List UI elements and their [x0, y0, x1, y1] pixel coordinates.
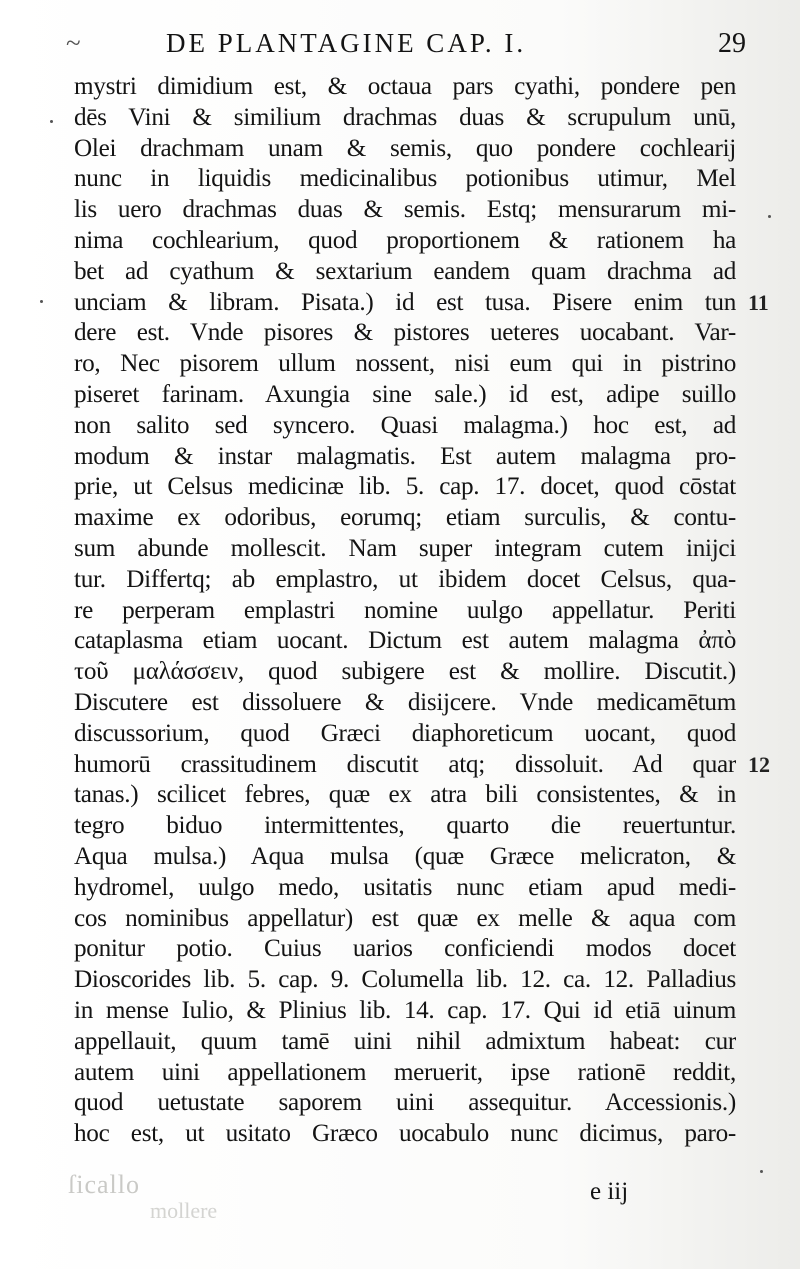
signature-mark: e iij [590, 1178, 629, 1205]
text-line: prie, ut Celsus medicinæ lib. 5. cap. 17. docet, quod cōstat [74, 473, 736, 501]
text-line: tur. Differtq; ab emplastro, ut ibidem docet Celsus, qua- [74, 565, 736, 593]
running-header [66, 28, 746, 68]
text-line: unciam & libram. Pisata.) id est tusa. Pisere enim tun [74, 288, 736, 316]
text-line: τοῦ μαλάσσειν, quod subigere est & mollire. Discutit.) [74, 658, 736, 686]
text-line: quod uetustate saporem uini assequitur. Accessionis.) [74, 1089, 736, 1117]
text-line: Olei drachmam unam & semis, quo pondere cochlearij [74, 134, 736, 162]
text-line: appellauit, quum tamē uini nihil admixtum habeat: cur [74, 1027, 736, 1055]
text-line: cataplasma etiam uocant. Dictum est autem malagma ἀπὸ [74, 627, 736, 655]
text-line: sum abunde mollescit. Nam super integram cutem inijci [74, 534, 736, 562]
text-line: nunc in liquidis medicinalibus potionibus utimur, Mel [74, 165, 736, 193]
text-line: dēs Vini & similium drachmas duas & scrupulum unū, [74, 103, 736, 131]
text-line: hoc est, ut usitato Græco uocabulo nunc dicimus, paro- [74, 1120, 736, 1148]
bleed-through-text: ſicallo [68, 1170, 140, 1199]
header-mark: ~ [66, 28, 84, 58]
text-line: lis uero drachmas duas & semis. Estq; mensurarum mi- [74, 196, 736, 224]
text-line: non salito sed syncero. Quasi malagma.) hoc est, ad [74, 411, 736, 439]
text-line: re perperam emplastri nomine uulgo appellatur. Periti [74, 596, 736, 624]
text-line: hydromel, uulgo medo, usitatis nunc etiam apud medi- [74, 873, 736, 901]
text-line: nima cochlearium, quod proportionem & rationem ha [74, 226, 736, 254]
text-line: tegro biduo intermittentes, quarto die reuertuntur. [74, 812, 736, 840]
text-line: discussorium, quod Græci diaphoreticum uocant, quod [74, 719, 736, 747]
text-line: humorū crassitudinem discutit atq; dissoluit. Ad quar [74, 750, 736, 778]
text-line: in mense Iulio, & Plinius lib. 14. cap. 17. Qui id etiā uinum [74, 996, 736, 1024]
text-line: mystri dimidium est, & octaua pars cyathi, pondere pen [74, 73, 736, 100]
text-line: tanas.) scilicet febres, quæ ex atra bili consistentes, & in [74, 781, 736, 809]
text-line: piseret farinam. Axungia sine sale.) id est, adipe suillo [74, 380, 736, 408]
margin-number: 12 [748, 751, 770, 777]
text-line: dere est. Vnde pisores & pistores ueteres uocabant. Var- [74, 319, 736, 347]
text-line: Aqua mulsa.) Aqua mulsa (quæ Græce melicraton, & [74, 842, 736, 870]
text-block [74, 72, 736, 1150]
text-line: bet ad cyathum & sextarium eandem quam drachma ad [74, 257, 736, 285]
bleed-through-text: mollere [150, 1198, 218, 1223]
ink-speck [768, 215, 771, 218]
text-line: ponitur potio. Cuius uarios conficiendi modos docet [74, 935, 736, 963]
ink-speck [760, 1170, 763, 1173]
ink-speck [50, 120, 53, 123]
running-title: DE PLANTAGINE CAP. I. [166, 28, 527, 58]
text-line: modum & instar malagmatis. Est autem malagma pro- [74, 442, 736, 470]
page-number: 29 [718, 28, 746, 59]
text-line: cos nominibus appellatur) est quæ ex melle & aqua com [74, 904, 736, 932]
text-line: maxime ex odoribus, eorumq; etiam surculis, & contu- [74, 504, 736, 532]
text-line: Discutere est dissoluere & disijcere. Vnde medicamētum [74, 688, 736, 716]
ink-speck [40, 300, 43, 303]
text-line: ro, Nec pisorem ullum nossent, nisi eum qui in pistrino [74, 350, 736, 378]
text-line: Dioscorides lib. 5. cap. 9. Columella lib. 12. ca. 12. Palladius [74, 966, 736, 994]
margin-number: 11 [748, 289, 769, 315]
text-line: autem uini appellationem meruerit, ipse rationē reddit, [74, 1058, 736, 1086]
